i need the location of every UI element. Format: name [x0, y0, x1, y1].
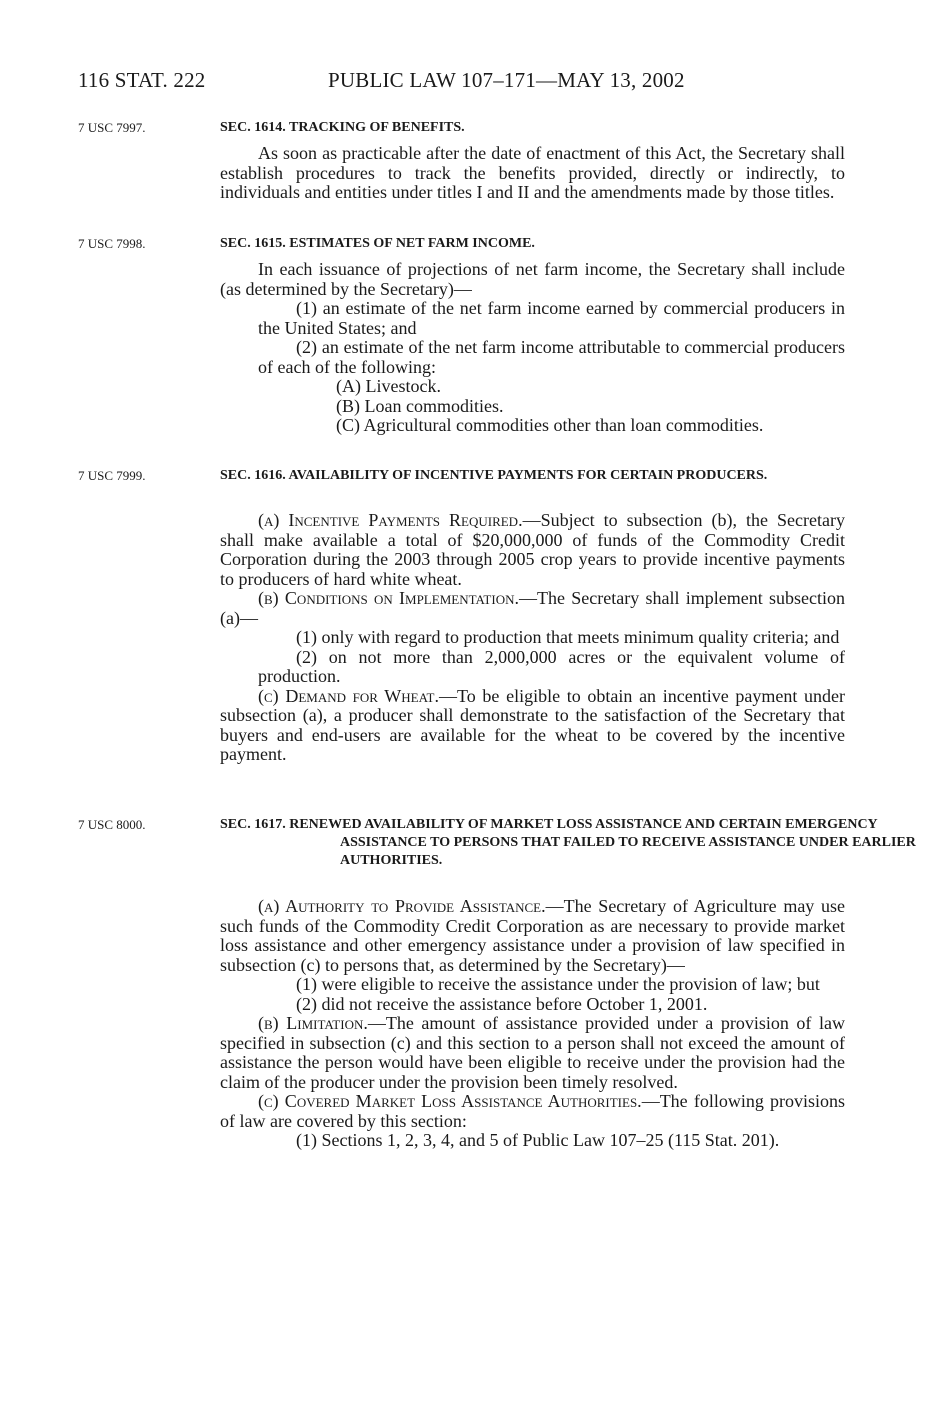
list-item: (B) Loan commodities. — [336, 395, 504, 416]
section-body — [220, 260, 845, 436]
subsection-text: —The Secretary of Agriculture may use such funds of the Commodity Credit Corporation as are necessary to provide market loss assistance and other emergency assistance under a provision of law specified in subsection (c) to persons that, as determined by the Secretary)— — [220, 896, 845, 975]
section-heading: SEC. 1617. RENEWED AVAILABILITY OF MARKET LOSS ASSISTANCE AND CERTAIN EMERGENCY ASSISTANCE TO PERSONS THAT FAILED TO RECEIVE ASSISTANCE UNDER EARLIER AUTHORITIES. — [220, 817, 916, 868]
list-item: (C) Agricultural commodities other than loan commodities. — [336, 415, 764, 435]
usc-citation: 7 USC 7998. — [78, 236, 146, 251]
section-heading: SEC. 1614. TRACKING OF BENEFITS. — [220, 120, 465, 135]
subsection-heading: (b) Limitation. — [258, 1013, 368, 1033]
subsection-heading: (b) Conditions on Implementation. — [258, 588, 519, 608]
subsection-text: —To be eligible to obtain an incentive payment under subsection (a), a producer shall demonstrate to the satisfaction of the Secretary that buyers and end-users are available for the wheat to be covered by the incentive payment. — [220, 685, 845, 764]
list-item: (A) Livestock. — [336, 376, 441, 396]
subsection-heading: (c) Covered Market Loss Assistance Authorities. — [258, 1091, 642, 1111]
section-heading: SEC. 1615. ESTIMATES OF NET FARM INCOME. — [220, 236, 535, 251]
subsection-text: —The Secretary shall implement subsection (a)— — [220, 588, 845, 628]
list-item: (1) Sections 1, 2, 3, 4, and 5 of Public Law 107–25 (115 Stat. 201). — [296, 1130, 780, 1150]
section-body — [220, 897, 845, 1151]
paragraph — [220, 687, 845, 765]
subsection-text: —The following provisions of law are covered by this section: — [220, 1091, 845, 1131]
paragraph: As soon as practicable after the date of enactment of this Act, the Secretary shall establish procedures to track the benefits provided, directly or indirectly, to individuals and entities under titles I and II and the amendments made by those titles. — [220, 143, 845, 202]
subsection-heading: (a) Incentive Payments Required. — [258, 510, 523, 530]
usc-citation: 7 USC 8000. — [78, 817, 146, 832]
paragraph — [220, 511, 845, 589]
paragraph: In each issuance of projections of net farm income, the Secretary shall include (as determined by the Secretary)— — [220, 259, 845, 299]
list-item: (1) only with regard to production that meets minimum quality criteria; and — [296, 627, 840, 647]
list-item: (2) an estimate of the net farm income attributable to commercial producers of each of the following: — [258, 337, 845, 377]
paragraph — [220, 1014, 845, 1092]
paragraph — [220, 1092, 845, 1131]
section-body — [220, 511, 845, 765]
section-body — [220, 144, 845, 203]
subsection-heading: (a) Authority to Provide Assistance. — [258, 896, 546, 916]
list-item: (1) an estimate of the net farm income earned by commercial producers in the United States; and — [258, 298, 845, 338]
usc-citation: 7 USC 7999. — [78, 468, 146, 483]
stat-page-number: 116 STAT. 222 — [78, 68, 206, 92]
usc-citation: 7 USC 7997. — [78, 120, 146, 135]
section-heading: SEC. 1616. AVAILABILITY OF INCENTIVE PAYMENTS FOR CERTAIN PRODUCERS. — [220, 468, 768, 483]
law-title: PUBLIC LAW 107–171—MAY 13, 2002 — [328, 68, 685, 92]
list-item: (2) on not more than 2,000,000 acres or the equivalent volume of production. — [258, 646, 845, 686]
paragraph — [220, 589, 845, 628]
list-item: (1) were eligible to receive the assistance under the provision of law; but — [296, 974, 820, 994]
subsection-text: —The amount of assistance provided under a provision of law specified in subsection (c) and this section to a person shall not exceed the amount of assistance the person would have been eligible to receive under the provision had the claim of the producer under the provision been timely resolved. — [220, 1013, 846, 1092]
subsection-heading: (c) Demand for Wheat. — [258, 685, 440, 706]
list-item: (2) did not receive the assistance before October 1, 2001. — [296, 993, 708, 1014]
subsection-text: —Subject to subsection (b), the Secretary shall make available a total of $20,000,000 of funds of the Commodity Credit Corporation during the 2003 through 2005 crop years to provide incentive payments to producers of hard white wheat. — [220, 510, 845, 589]
paragraph — [220, 897, 845, 975]
